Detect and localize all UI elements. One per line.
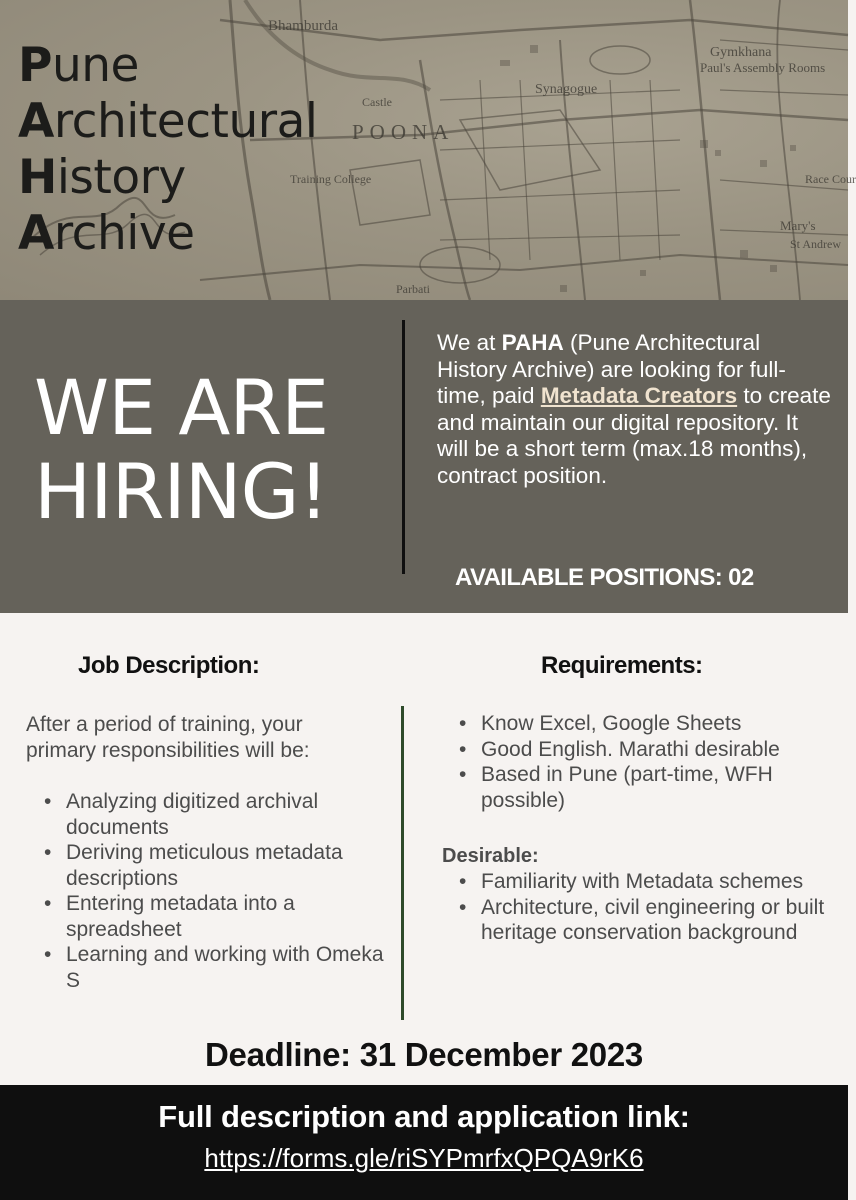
footer: [0, 1085, 848, 1200]
available-positions: AVAILABLE POSITIONS: 02: [455, 564, 754, 591]
hiring-headline: [34, 363, 384, 536]
footer-title: Full description and application link:: [158, 1099, 690, 1134]
list-item: • Entering metadata into a spreadsheet: [26, 891, 386, 942]
map-label-race: Race Cour: [805, 172, 856, 186]
map-label-gymkhana: Gymkhana: [710, 45, 772, 60]
requirements-heading: Requirements:: [541, 652, 703, 679]
map-label-bhamburda: Bhamburda: [268, 18, 338, 34]
archive-title: [18, 38, 317, 262]
desirable-list: [441, 869, 831, 946]
requirements-list: [441, 711, 831, 813]
list-item: • Know Excel, Google Sheets: [441, 711, 831, 737]
map-label-parbati: Parbati: [396, 282, 430, 296]
list-item: • Architecture, civil engineering or built heritage conservation background: [441, 895, 831, 946]
map-label-marys: Mary's: [780, 218, 816, 233]
application-link[interactable]: https://forms.gle/riSYPmrfxQPQA9rK6: [204, 1143, 644, 1173]
job-description-heading: Job Description:: [78, 652, 260, 679]
list-item: • Deriving meticulous metadata descriptions: [26, 840, 386, 891]
map-label-castle: Castle: [362, 95, 392, 109]
list-item: • Good English. Marathi desirable: [441, 737, 831, 763]
map-label-poona: POONA: [352, 120, 455, 144]
org-abbreviation: PAHA: [501, 330, 564, 355]
column-divider: [401, 706, 404, 1020]
header-map-banner: [0, 0, 856, 300]
title-line-history: History: [18, 150, 186, 205]
desirable-label: Desirable:: [442, 845, 539, 867]
map-label-andrew: St Andrew: [790, 237, 841, 251]
title-line-archive: Archive: [18, 206, 195, 261]
deadline: Deadline: 31 December 2023: [205, 1036, 643, 1073]
role-highlight: Metadata Creators: [540, 383, 738, 408]
list-item: • Learning and working with Omeka S: [26, 942, 386, 993]
banner-divider: [402, 320, 405, 574]
hiring-headline-line2: HIRING!: [34, 447, 328, 536]
map-label-synagogue: Synagogue: [535, 82, 598, 97]
hiring-intro-text: We at PAHA (Pune Architectural History Archive) are looking for full-time, paid Metadata Creators to create and maintain our digital repository. It will be a short term (max.18 months), contract position.: [437, 330, 831, 488]
hiring-headline-line1: WE ARE: [34, 363, 329, 452]
hiring-banner: [0, 300, 848, 613]
map-label-training: Training College: [290, 172, 372, 186]
list-item: • Based in Pune (part-time, WFH possible): [441, 762, 831, 813]
job-responsibilities-list: [26, 789, 386, 993]
title-line-pune: Pune: [18, 38, 139, 93]
map-label-assembly: Paul's Assembly Rooms: [700, 60, 826, 75]
list-item: • Analyzing digitized archival documents: [26, 789, 386, 840]
list-item: • Familiarity with Metadata schemes: [441, 869, 831, 895]
job-intro-text: After a period of training, your primary responsibilities will be:: [26, 713, 310, 762]
title-line-architectural: Architectural: [18, 94, 318, 149]
